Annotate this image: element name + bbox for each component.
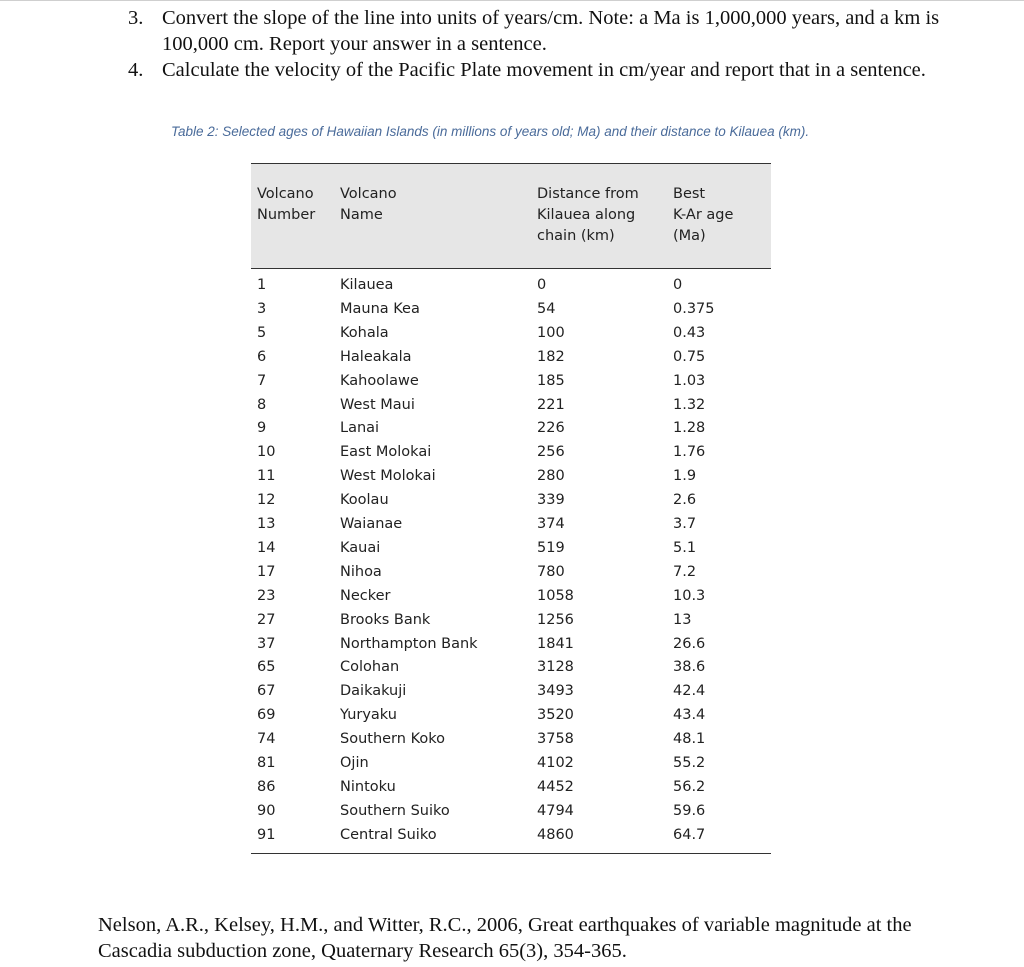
cell-distance-km: 4860 (537, 826, 574, 843)
cell-distance-km: 0 (537, 277, 547, 293)
cell-volcano-name: Nihoa (340, 563, 382, 580)
cell-age-ma: 0 (673, 277, 683, 293)
cell-volcano-name: Colohan (340, 659, 400, 676)
cell-age-ma: 0.43 (673, 324, 706, 341)
cell-age-ma: 10.3 (673, 587, 706, 604)
cell-age-ma: 48.1 (673, 731, 706, 748)
table-row (251, 632, 771, 656)
cell-distance-km: 339 (537, 492, 565, 509)
cell-volcano-number: 6 (257, 348, 267, 365)
cell-age-ma: 5.1 (673, 539, 697, 556)
cell-age-ma: 1.03 (673, 372, 706, 389)
table-row (251, 488, 771, 512)
cell-volcano-number: 5 (257, 324, 267, 341)
cell-volcano-number: 74 (257, 731, 276, 748)
question-text: Convert the slope of the line into units of years/cm. Note: a Ma is 1,000,000 years, and a km is 100,000 cm. Report your answer in a sentence. (162, 7, 940, 55)
cell-age-ma: 0.75 (673, 348, 706, 365)
cell-volcano-number: 3 (257, 300, 267, 317)
cell-volcano-number: 67 (257, 683, 276, 700)
top-rule (0, 0, 1024, 1)
table-row (251, 440, 771, 464)
table-row (251, 464, 771, 488)
cell-volcano-name: Haleakala (340, 348, 412, 365)
cell-volcano-name: Brooks Bank (340, 611, 431, 628)
question-text: Calculate the velocity of the Pacific Plate movement in cm/year and report that in a sentence. (162, 59, 926, 81)
cell-volcano-name: Kauai (340, 539, 381, 556)
cell-distance-km: 4794 (537, 802, 574, 819)
table-row (251, 799, 771, 823)
cell-volcano-name: Kahoolawe (340, 372, 419, 389)
cell-age-ma: 0.375 (673, 300, 715, 317)
cell-volcano-name: Koolau (340, 492, 389, 509)
cell-volcano-name: Northampton Bank (340, 635, 478, 652)
cell-volcano-number: 81 (257, 755, 276, 771)
table-header (251, 163, 771, 269)
cell-volcano-number: 1 (257, 277, 267, 293)
table-row (251, 655, 771, 679)
table-caption: Table 2: Selected ages of Hawaiian Islands (in millions of years old; Ma) and their distance to Kilauea (km). (171, 124, 810, 139)
header-distance: Distance from Kilauea along chain (km) (537, 186, 639, 244)
cell-volcano-number: 9 (257, 420, 267, 437)
table-row (251, 751, 771, 775)
cell-distance-km: 221 (537, 396, 565, 413)
cell-volcano-number: 8 (257, 396, 267, 413)
table-row (251, 560, 771, 584)
cell-age-ma: 3.7 (673, 516, 697, 532)
cell-volcano-number: 90 (257, 802, 276, 819)
cell-age-ma: 64.7 (673, 826, 706, 843)
cell-age-ma: 2.6 (673, 492, 697, 509)
header-age: Best K-Ar age (Ma) (673, 186, 734, 244)
cell-age-ma: 13 (673, 611, 692, 628)
cell-distance-km: 3758 (537, 731, 574, 748)
table-row (251, 703, 771, 727)
cell-volcano-name: Yuryaku (340, 707, 397, 724)
cell-volcano-number: 65 (257, 659, 276, 676)
cell-volcano-name: Central Suiko (340, 826, 437, 843)
cell-volcano-name: Kohala (340, 324, 389, 341)
cell-distance-km: 3520 (537, 707, 574, 724)
cell-age-ma: 1.32 (673, 396, 706, 413)
cell-distance-km: 1256 (537, 611, 574, 628)
cell-distance-km: 4452 (537, 778, 574, 795)
table-row (251, 369, 771, 393)
table-row (251, 584, 771, 608)
cell-age-ma: 26.6 (673, 635, 706, 652)
table-row (251, 393, 771, 417)
table-row (251, 608, 771, 632)
cell-volcano-number: 27 (257, 611, 276, 628)
cell-age-ma: 42.4 (673, 683, 706, 700)
cell-volcano-name: Southern Koko (340, 731, 445, 748)
table-row (251, 297, 771, 321)
cell-distance-km: 780 (537, 563, 565, 580)
cell-volcano-number: 14 (257, 539, 276, 556)
table-row (251, 727, 771, 751)
reference-citation: Nelson, A.R., Kelsey, H.M., and Witter, R.C., 2006, Great earthquakes of variable magnitude at the Cascadia subduction zone, Quaternary Research 65(3), 354-365. (98, 914, 912, 962)
cell-volcano-name: Waianae (340, 516, 403, 532)
cell-age-ma: 38.6 (673, 659, 706, 676)
cell-distance-km: 3128 (537, 659, 574, 676)
table-bottom-rule (251, 853, 771, 854)
cell-distance-km: 54 (537, 300, 556, 317)
cell-volcano-name: East Molokai (340, 444, 432, 461)
cell-distance-km: 182 (537, 348, 565, 365)
table-row (251, 321, 771, 345)
cell-volcano-name: Daikakuji (340, 683, 407, 700)
table-row (251, 775, 771, 799)
cell-volcano-name: Necker (340, 587, 391, 604)
cell-volcano-name: West Molokai (340, 468, 436, 485)
question-number: 4. (128, 59, 144, 81)
header-volcano-number: Volcano Number (257, 186, 316, 223)
question-number: 3. (128, 7, 144, 29)
cell-volcano-name: West Maui (340, 396, 415, 413)
cell-volcano-name: Mauna Kea (340, 300, 420, 317)
cell-distance-km: 4102 (537, 755, 574, 771)
cell-distance-km: 280 (537, 468, 565, 485)
cell-volcano-number: 17 (257, 563, 276, 580)
table-row (251, 536, 771, 560)
cell-volcano-name: Nintoku (340, 778, 396, 795)
cell-age-ma: 43.4 (673, 707, 706, 724)
cell-volcano-name: Ojin (340, 755, 369, 771)
cell-distance-km: 1058 (537, 587, 574, 604)
cell-age-ma: 1.9 (673, 468, 697, 485)
cell-distance-km: 100 (537, 324, 565, 341)
cell-distance-km: 256 (537, 444, 565, 461)
table-row (251, 273, 771, 297)
cell-distance-km: 519 (537, 539, 565, 556)
cell-volcano-number: 86 (257, 778, 276, 795)
cell-volcano-number: 7 (257, 372, 267, 389)
cell-volcano-number: 37 (257, 635, 276, 652)
cell-volcano-number: 12 (257, 492, 276, 509)
cell-distance-km: 185 (537, 372, 565, 389)
cell-volcano-name: Kilauea (340, 277, 394, 293)
cell-volcano-number: 13 (257, 516, 276, 532)
header-volcano-name: Volcano Name (340, 186, 397, 223)
table-row (251, 416, 771, 440)
cell-volcano-number: 23 (257, 587, 276, 604)
cell-volcano-name: Lanai (340, 420, 380, 437)
table-row (251, 512, 771, 536)
table-row (251, 679, 771, 703)
cell-distance-km: 1841 (537, 635, 574, 652)
cell-volcano-number: 91 (257, 826, 276, 843)
cell-volcano-number: 10 (257, 444, 276, 461)
cell-volcano-name: Southern Suiko (340, 802, 450, 819)
volcano-table (251, 163, 771, 855)
cell-volcano-number: 69 (257, 707, 276, 724)
cell-age-ma: 7.2 (673, 563, 697, 580)
cell-distance-km: 226 (537, 420, 565, 437)
cell-age-ma: 1.76 (673, 444, 706, 461)
cell-distance-km: 3493 (537, 683, 574, 700)
cell-age-ma: 55.2 (673, 755, 706, 771)
cell-volcano-number: 11 (257, 468, 276, 485)
cell-age-ma: 1.28 (673, 420, 706, 437)
table-row (251, 345, 771, 369)
table-row (251, 823, 771, 847)
cell-age-ma: 59.6 (673, 802, 706, 819)
cell-distance-km: 374 (537, 516, 565, 532)
cell-age-ma: 56.2 (673, 778, 706, 795)
